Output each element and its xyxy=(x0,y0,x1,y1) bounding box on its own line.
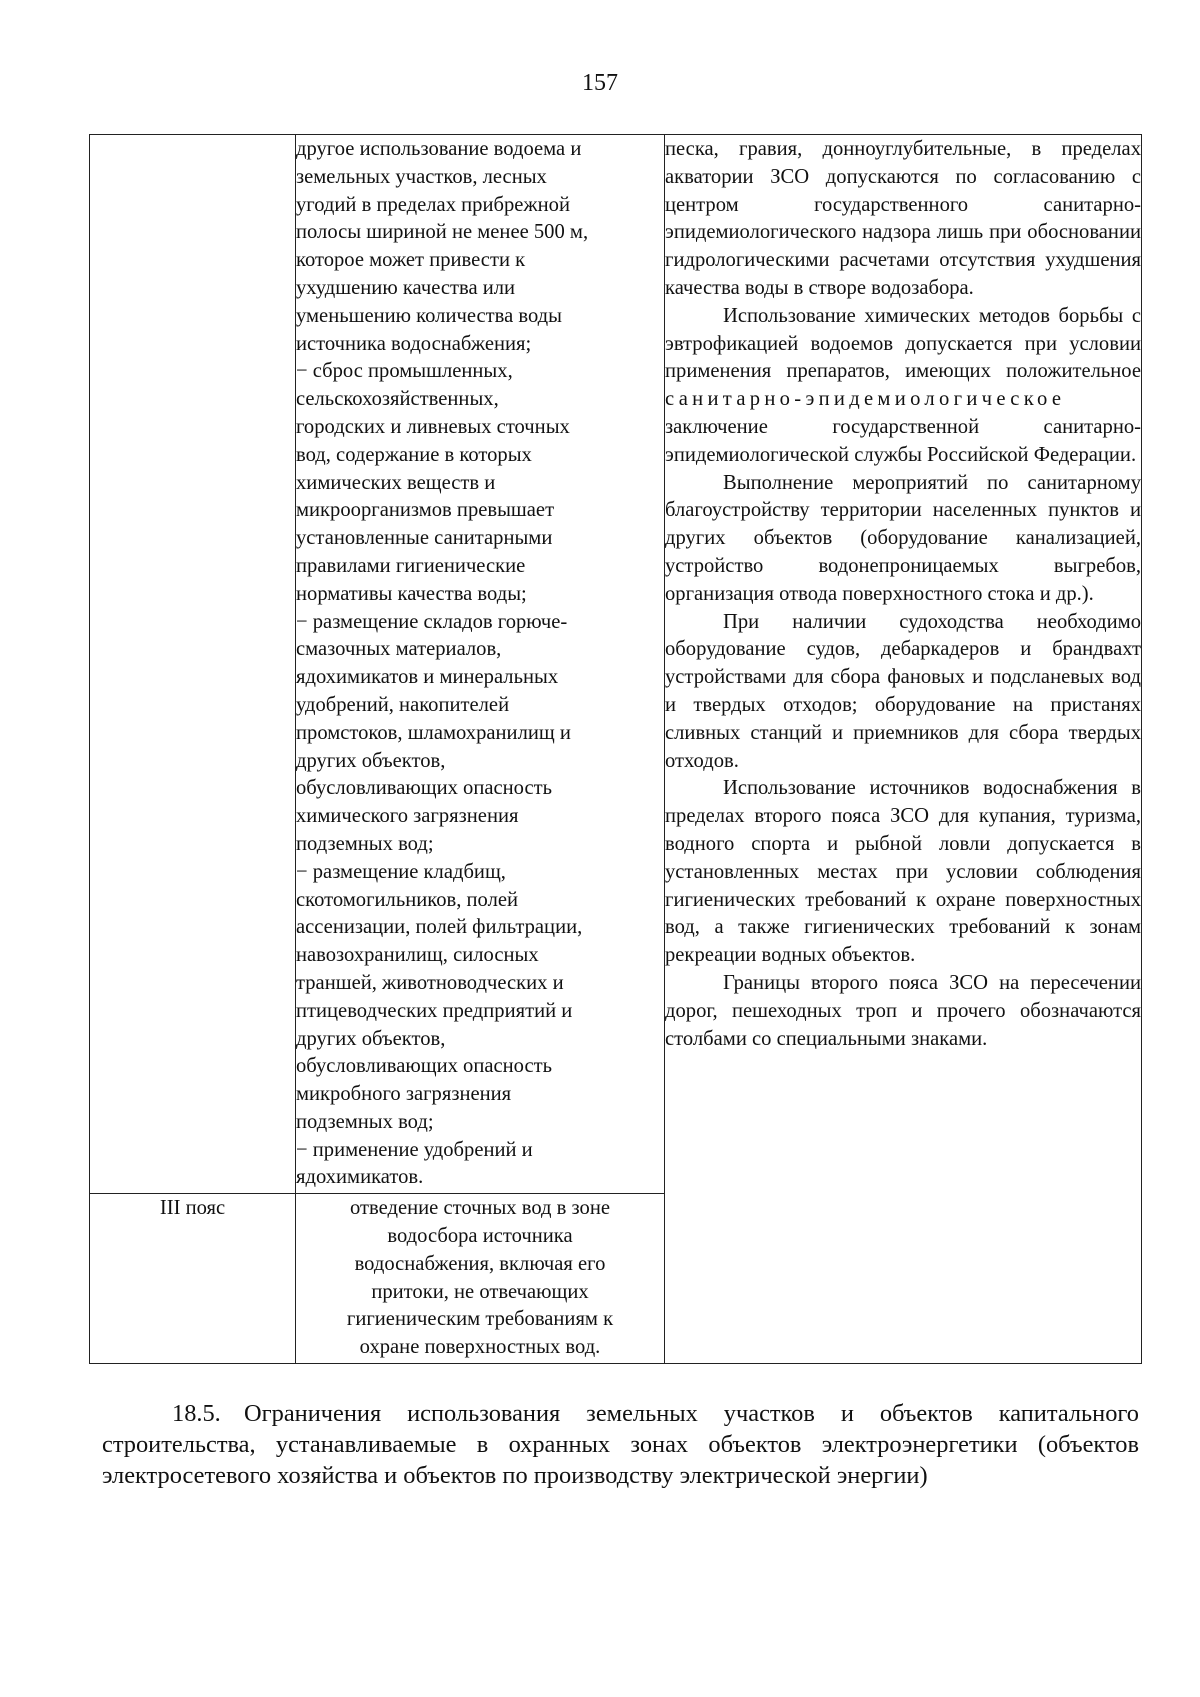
page-number: 157 xyxy=(582,70,618,96)
restriction-line: ядохимикатов и минеральных xyxy=(296,666,559,689)
restriction-line: установленные санитарными xyxy=(296,527,553,550)
belt-cell: III пояс xyxy=(90,1194,296,1364)
restriction-line: другое использование водоема и xyxy=(296,138,582,160)
restriction-line: водоснабжения, включая его xyxy=(354,1252,606,1275)
restriction-line: траншей, животноводческих и xyxy=(296,971,564,994)
restriction-line: микроорганизмов превышает xyxy=(296,499,555,522)
section-heading xyxy=(102,1398,1139,1491)
restriction-line: смазочных материалов, xyxy=(296,638,502,661)
restrictions-cell-belt-2 xyxy=(296,135,665,1194)
measures-spaced-text: санитарно-эпидемиологическое xyxy=(665,388,1066,411)
section-title: Ограничения использования земельных участков и объектов капитального строительства, устанавливаемые в охранных зонах объектов электроэнергетики (объектов электросетевого хозяйства и объектов по производству электрической энергии) xyxy=(102,1400,1139,1489)
restriction-line: промстоков, шламохранилищ и xyxy=(296,721,571,744)
belt-cell xyxy=(90,135,296,1194)
restriction-line: обусловливающих опасность xyxy=(296,1055,553,1078)
restriction-line: водосбора источника xyxy=(387,1225,573,1248)
restriction-line: уменьшению количества воды xyxy=(296,304,562,327)
restriction-line: навозохранилищ, силосных xyxy=(296,944,539,967)
restriction-line: других объектов, xyxy=(296,1027,446,1050)
restriction-line: вод, содержание в которых xyxy=(296,443,532,466)
measures-paragraph: При наличии судоходства необходимо оборудование судов, дебаркадеров и брандвахт устройствами для сбора фановых и подсланевых вод и твердых отходов; оборудование на пристанях сливных станций и приемников для сбора твердых отходов. xyxy=(665,610,1141,772)
measures-paragraph: песка, гравия, донноуглубительные, в пределах акватории ЗСО допускаются по согласованию с центром государственного санитарно-эпидемиологического надзора лишь при обосновании гидрологическими расчетами отсутствия ухудшения качества воды в створе водозабора. xyxy=(665,138,1141,299)
restriction-line: охране поверхностных вод. xyxy=(359,1336,601,1359)
restriction-line: ядохимикатов. xyxy=(296,1166,424,1189)
restriction-line: угодий в пределах прибрежной xyxy=(296,193,570,216)
restriction-line: других объектов, xyxy=(296,749,446,772)
restriction-line: нормативы качества воды; xyxy=(296,582,527,605)
restriction-line: − сброс промышленных, xyxy=(296,360,513,383)
restriction-line: земельных участков, лесных xyxy=(296,165,547,188)
restriction-line: источника водоснабжения; xyxy=(296,332,532,355)
restriction-line: гигиеническим требованиям к xyxy=(346,1308,614,1331)
restriction-line: ассенизации, полей фильтрации, xyxy=(296,916,583,939)
restriction-line: отведение сточных вод в зоне xyxy=(350,1197,610,1220)
measures-paragraph: Использование источников водоснабжения в пределах второго пояса ЗСО для купания, туризма, водного спорта и рыбной ловли допускается в установленных местах при условии соблюдения гигиенических требований к охране поверхностных вод, а также гигиенических требований к зонам рекреации водных объектов. xyxy=(665,777,1141,967)
restriction-line: подземных вод; xyxy=(296,832,434,855)
table-row xyxy=(90,135,1142,1194)
restriction-line: сельскохозяйственных, xyxy=(296,388,499,411)
section-indent xyxy=(102,1400,172,1427)
restriction-line: − размещение кладбищ, xyxy=(296,860,506,883)
restriction-line: химического загрязнения xyxy=(296,805,519,828)
restriction-line: подземных вод; xyxy=(296,1110,434,1133)
restriction-line: полосы шириной не менее 500 м, xyxy=(296,221,589,244)
restriction-line: ухудшению качества или xyxy=(296,276,516,299)
restriction-line: городских и ливневых сточных xyxy=(296,415,570,438)
measures-text: Использование химических методов борьбы с эвтрофикацией водоемов допускается при условии применения препаратов, имеющих положительное xyxy=(665,304,1141,383)
restriction-line: обусловливающих опасность xyxy=(296,777,553,800)
restrictions-cell-belt-3 xyxy=(296,1194,665,1364)
restriction-line: птицеводческих предприятий и xyxy=(296,999,573,1022)
restriction-line: скотомогильников, полей xyxy=(296,888,519,911)
restriction-line: которое может привести к xyxy=(296,249,526,272)
restriction-line: микробного загрязнения xyxy=(296,1083,512,1106)
measures-cell xyxy=(665,135,1142,1364)
section-number: 18.5. xyxy=(172,1400,221,1427)
measures-paragraph xyxy=(665,303,1141,470)
sanitary-zones-table xyxy=(89,134,1142,1364)
restriction-line: − размещение складов горюче- xyxy=(296,610,568,633)
restriction-line: правилами гигиенические xyxy=(296,554,526,577)
restriction-line: притоки, не отвечающих xyxy=(371,1280,589,1303)
restriction-line: химических веществ и xyxy=(296,471,496,494)
measures-text: заключение государственной санитарно-эпидемиологической службы Российской Федерации. xyxy=(665,415,1141,466)
measures-paragraph: Выполнение мероприятий по санитарному благоустройству территории населенных пунктов и других объектов (оборудование канализацией, устройство водонепроницаемых выгребов, организация отвода поверхностного стока и др.). xyxy=(665,471,1141,605)
restriction-line: − применение удобрений и xyxy=(296,1138,533,1161)
measures-paragraph: Границы второго пояса ЗСО на пересечении дорог, пешеходных троп и прочего обозначаются столбами со специальными знаками. xyxy=(665,971,1141,1050)
restriction-line: удобрений, накопителей xyxy=(296,693,510,716)
